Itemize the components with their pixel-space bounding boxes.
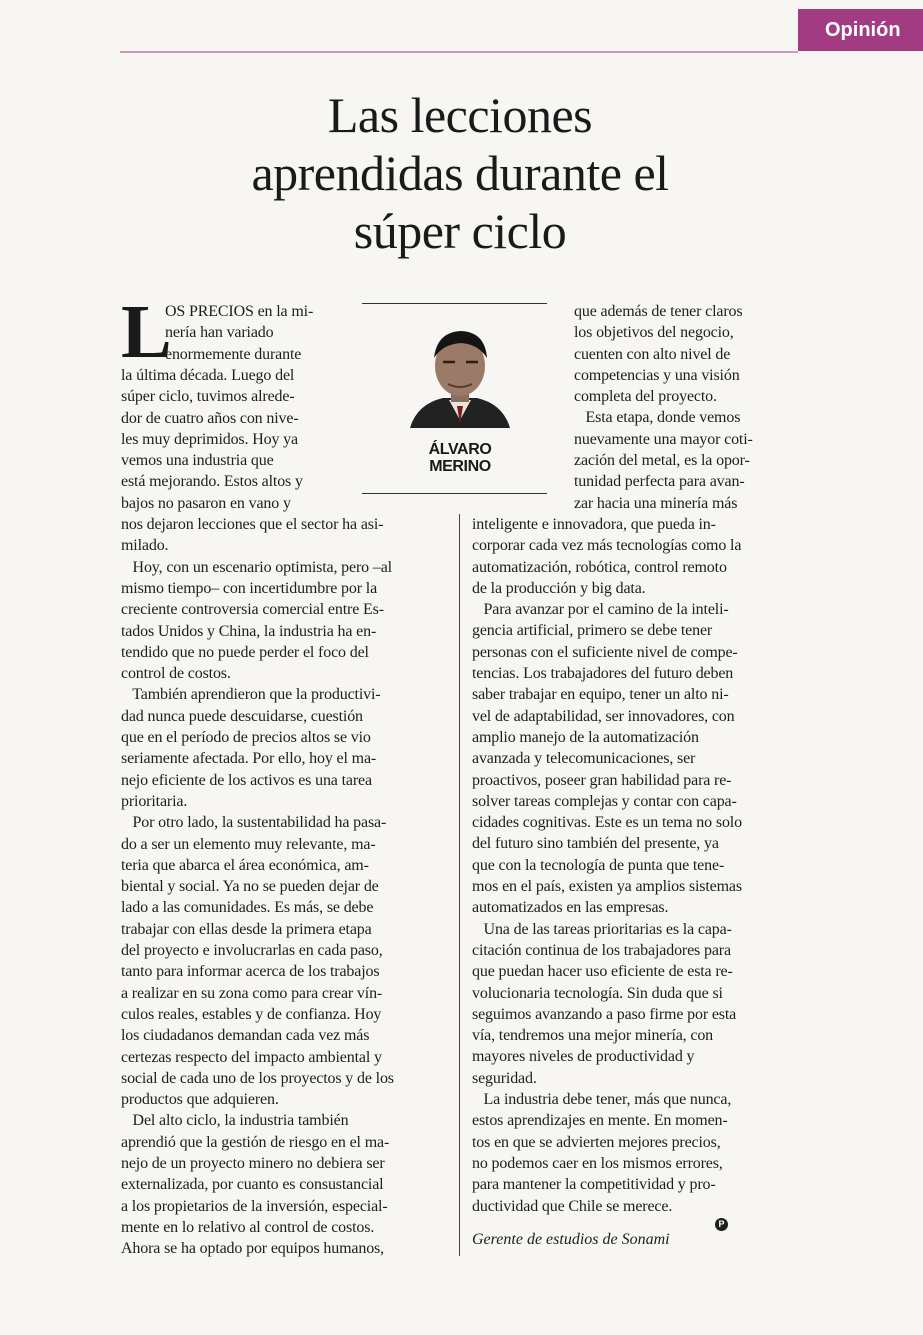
column-1-opening: OS PRECIOS en la mi- nería han variado enormemente durante [165,303,314,363]
author-box-bottom-rule [362,493,547,494]
section-tag-opinion: Opinión [798,9,923,51]
column-1-body: la última década. Luego del súper ciclo, tuvimos alrede- dor de cuatro años con nive- les muy deprimidos. Hoy ya vemos una industria que está mejorando. Estos altos y bajos no pasaron en vano y nos dejaron lecciones que el sector ha asi- milado. Hoy, con un escenario optimista, pero –al mismo tiempo– con incertidumbre por la creciente controversia comercial entre Es- tados Unidos y China, la industria ha en- tendido que no puede perder el foco del control de costos. También aprendieron que la productivi- dad nunca puede descuidarse, cuestión que en el período de precios altos se vio seriamente afectada. Por ello, hoy el ma- nejo eficiente de los activos es una tarea prioritaria. Por otro lado, la sustentabilidad ha pasa- do a ser un elemento muy relevante, ma- teria que abarca el área económica, am- biental y social. Ya no se pueden dejar de lado a las comunidades. Es más, se debe trabajar con ellas desde la primera etapa del proyecto e involucrarlas en cada paso, tanto para informar acerca de los trabajos a realizar en su zona como para crear vín- culos reales, estables y de confianza. Hoy los ciudadanos demandan cada vez más certezas respecto del impacto ambiental y social de cada uno de los proyectos y de los productos que adquieren. Del alto ciclo, la industria también aprendió que la gestión de riesgo en el ma- nejo de un proyecto minero no debiera ser externalizada, por cuanto es consustancial a los propietarios de la inversión, especial- mente en lo relativo al control de costos. Ahora se ha optado por equipos humanos, [121,367,394,1258]
author-name [400,441,520,475]
top-rule [120,51,798,53]
author-portrait [405,320,515,430]
drop-cap: L [121,290,172,374]
author-last-name: MERINO [429,458,491,475]
article-headline: Las lecciones aprendidas durante el súper ciclo [251,87,669,259]
author-byline: Gerente de estudios de Sonami [472,1231,670,1248]
column-divider [459,514,460,1256]
column-2-body: inteligente e innovadora, que pueda in- corporar cada vez más tecnologías como la automatización, robótica, control remoto de la producción y big data. Para avanzar por el camino de la inteli- gencia artificial, primero se debe tener personas con el suficiente nivel de compe- tencias. Los trabajadores del futuro deben saber trabajar en equipo, tener un alto ni- vel de adaptabilidad, ser innovadores, con amplio manejo de la automatización avanzada y telecomunicaciones, ser proactivos, poseer gran habilidad para re- solver tareas complejas y contar con capa- cidades cognitivas. Este es un tema no solo del futuro sino también del presente, ya que con la tecnología de punta que tene- mos en el país, existen ya amplios sistemas automatizados en las empresas. Una de las tareas prioritarias es la capa- citación continua de los trabajadores para que puedan hacer uso eficiente de esta re- volucionaria tecnología. Sin duda que si seguimos avanzando a paso firme por esta vía, tendremos una mejor minería, con mayores niveles de productividad y seguridad. La industria debe tener, más que nunca, estos aprendizajes en mente. En momen- tos en que se advierten mejores precios, no podemos caer en los mismos errores, para mantener la competitividad y pro- ductividad que Chile se merece. [472,516,742,1215]
author-first-name: ÁLVARO [428,441,492,458]
column-3-body: que además de tener claros los objetivos del negocio, cuenten con alto nivel de competencias y una visión completa del proyecto. Esta etapa, donde vemos nuevamente una mayor coti- zación del metal, es la opor- tunidad perfecta para avan- zar hacia una minería más [574,303,753,512]
author-box-top-rule [362,303,547,304]
end-mark-icon: P [715,1218,728,1231]
